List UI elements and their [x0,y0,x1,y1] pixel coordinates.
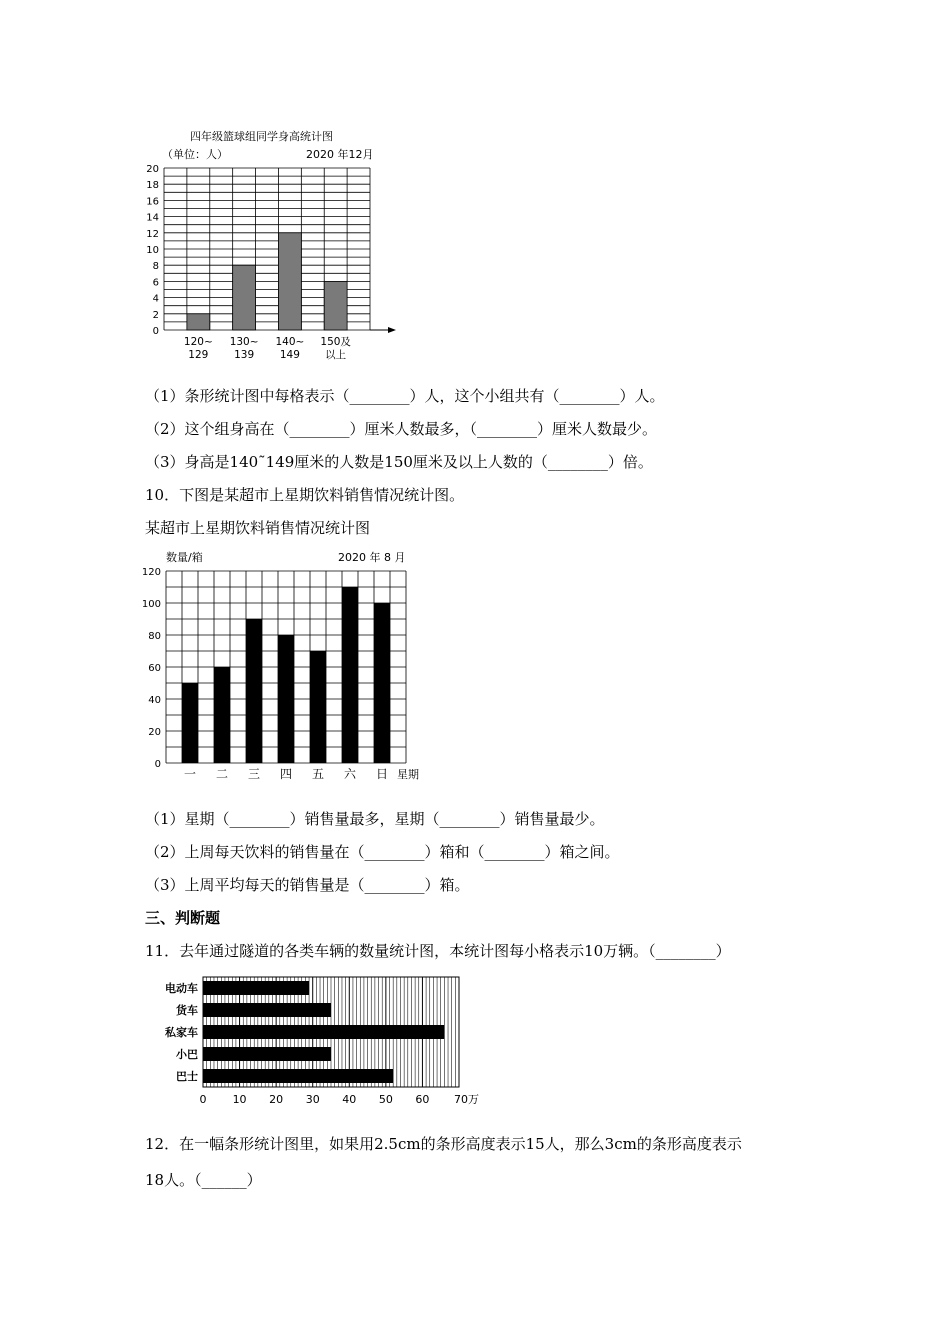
chart1-y-tick-label: 10 [146,245,159,256]
chart2-x-tick-label: 六 [343,767,357,781]
chart3-x-tick-label: 50 [378,1093,393,1106]
question-9-3: （3）身高是140˜149厘米的人数是150厘米及以上人数的（________）倍。 [145,453,653,471]
chart2-title: 某超市上星期饮料销售情况统计图 [145,519,371,537]
chart1-x-axis-arrow [388,327,396,333]
chart1-x-tick-label: 129 [188,349,209,361]
chart1-title: 四年级篮球组同学身高统计图 [190,130,333,143]
chart1-x-tick-label: 140~ [275,336,305,348]
chart3-bar [203,1003,331,1017]
chart1-y-tick-label: 16 [146,196,159,208]
chart3-x-tick-label: 20 [269,1093,284,1106]
question-10-1: （1）星期（________）销售量最多，星期（________）销售量最少。 [145,810,605,828]
chart2-bar [342,587,358,763]
chart3-y-tick-label: 巴士 [176,1070,198,1083]
chart2-y-tick-label: 60 [148,663,161,674]
chart3-y-tick-label: 小巴 [176,1048,198,1061]
chart3-x-tick-label: 0 [199,1093,207,1106]
chart1-x-tick-label: 130~ [229,336,259,348]
chart1-x-tick-label: 139 [234,349,255,361]
chart3-y-tick-label: 私家车 [165,1026,198,1039]
chart1-x-tick-label: 149 [279,349,300,361]
question-9-2: （2）这个组身高在（________）厘米人数最多，（________）厘米人数最少。 [145,420,658,438]
chart1-y-tick-label: 18 [146,180,159,192]
chart2-bar [182,683,198,763]
chart1-bar [233,265,256,330]
chart3-bar [203,1047,331,1061]
chart2-x-tick-label: 四 [279,767,293,781]
chart2-x-tick-label: 一 [183,767,197,781]
chart1-bar [278,233,301,330]
chart3-x-tick-label: 40 [342,1093,357,1106]
chart3-x-tick-label: 30 [305,1093,320,1106]
chart1-x-tick-label: 120~ [183,336,213,348]
chart3-y-tick-label: 货车 [176,1004,198,1017]
chart2-y-tick-label: 20 [148,727,161,738]
chart2-x-axis-label: 星期 [397,768,419,781]
chart2-y-tick-label: 100 [141,599,161,610]
chart1-x-tick-label: 以上 [325,349,347,361]
chart1-bar [324,281,347,330]
chart2-y-tick-label: 80 [148,631,161,642]
chart1-y-tick-label: 12 [146,228,159,240]
chart2-bar [310,651,326,763]
chart1-y-tick-label: 6 [152,277,159,289]
chart1-unit-label: （单位：人） [162,148,228,161]
chart3-x-tick-label: 60 [415,1093,430,1106]
chart1-y-tick-label: 8 [152,261,159,273]
chart2-y-tick-label: 40 [148,695,161,706]
chart3-x-tick-label: 70万 [454,1093,479,1106]
section-judgement-heading: 三、判断题 [145,909,221,927]
chart1-y-tick-label: 4 [152,293,159,305]
chart2-date-label: 2020 年 8 月 [338,551,406,564]
chart2-y-tick-label: 0 [154,759,161,770]
question-12-line2: 18人。（______） [145,1171,262,1189]
question-12-line1: 12．在一幅条形统计图里，如果用2.5cm的条形高度表示15人，那么3cm的条形高度表示 [145,1135,742,1153]
question-9-1: （1）条形统计图中每格表示（________）人，这个小组共有（________）人。 [145,387,665,405]
chart1-date-label: 2020 年12月 [306,148,374,161]
chart1-x-tick-label: 150及 [320,336,351,348]
chart1-y-tick-label: 2 [152,309,159,321]
chart3-y-tick-label: 电动车 [165,982,198,995]
chart1-y-tick-label: 14 [146,212,159,224]
chart2-bar [278,635,294,763]
chart2-y-axis-label: 数量/箱 [166,551,203,564]
chart3-bar [203,981,309,995]
height-bar-chart [140,122,410,362]
chart3-x-tick-label: 10 [232,1093,247,1106]
chart1-y-tick-label: 0 [152,326,159,337]
chart2-x-tick-label: 日 [375,767,389,781]
chart2-y-tick-label: 120 [141,567,161,578]
chart1-bar [187,314,210,330]
chart1-y-tick-label: 20 [146,164,159,175]
chart2-bar [246,619,262,763]
question-10: 10．下图是某超市上星期饮料销售情况统计图。 [145,486,465,504]
question-11: 11．去年通过隧道的各类车辆的数量统计图，本统计图每小格表示10万辆。（________） [145,942,731,960]
chart2-x-tick-label: 五 [311,767,325,781]
chart3-bar [203,1025,444,1039]
chart2-x-tick-label: 三 [247,767,261,781]
chart2-x-tick-label: 二 [215,767,229,781]
chart3-bar [203,1069,393,1083]
vehicle-horizontal-bar-chart [145,973,495,1108]
chart2-bar [214,667,230,763]
chart2-bar [374,603,390,763]
question-10-3: （3）上周平均每天的销售量是（________）箱。 [145,876,470,894]
drink-sales-bar-chart [140,545,430,785]
question-10-2: （2）上周每天饮料的销售量在（________）箱和（________）箱之间。 [145,843,620,861]
